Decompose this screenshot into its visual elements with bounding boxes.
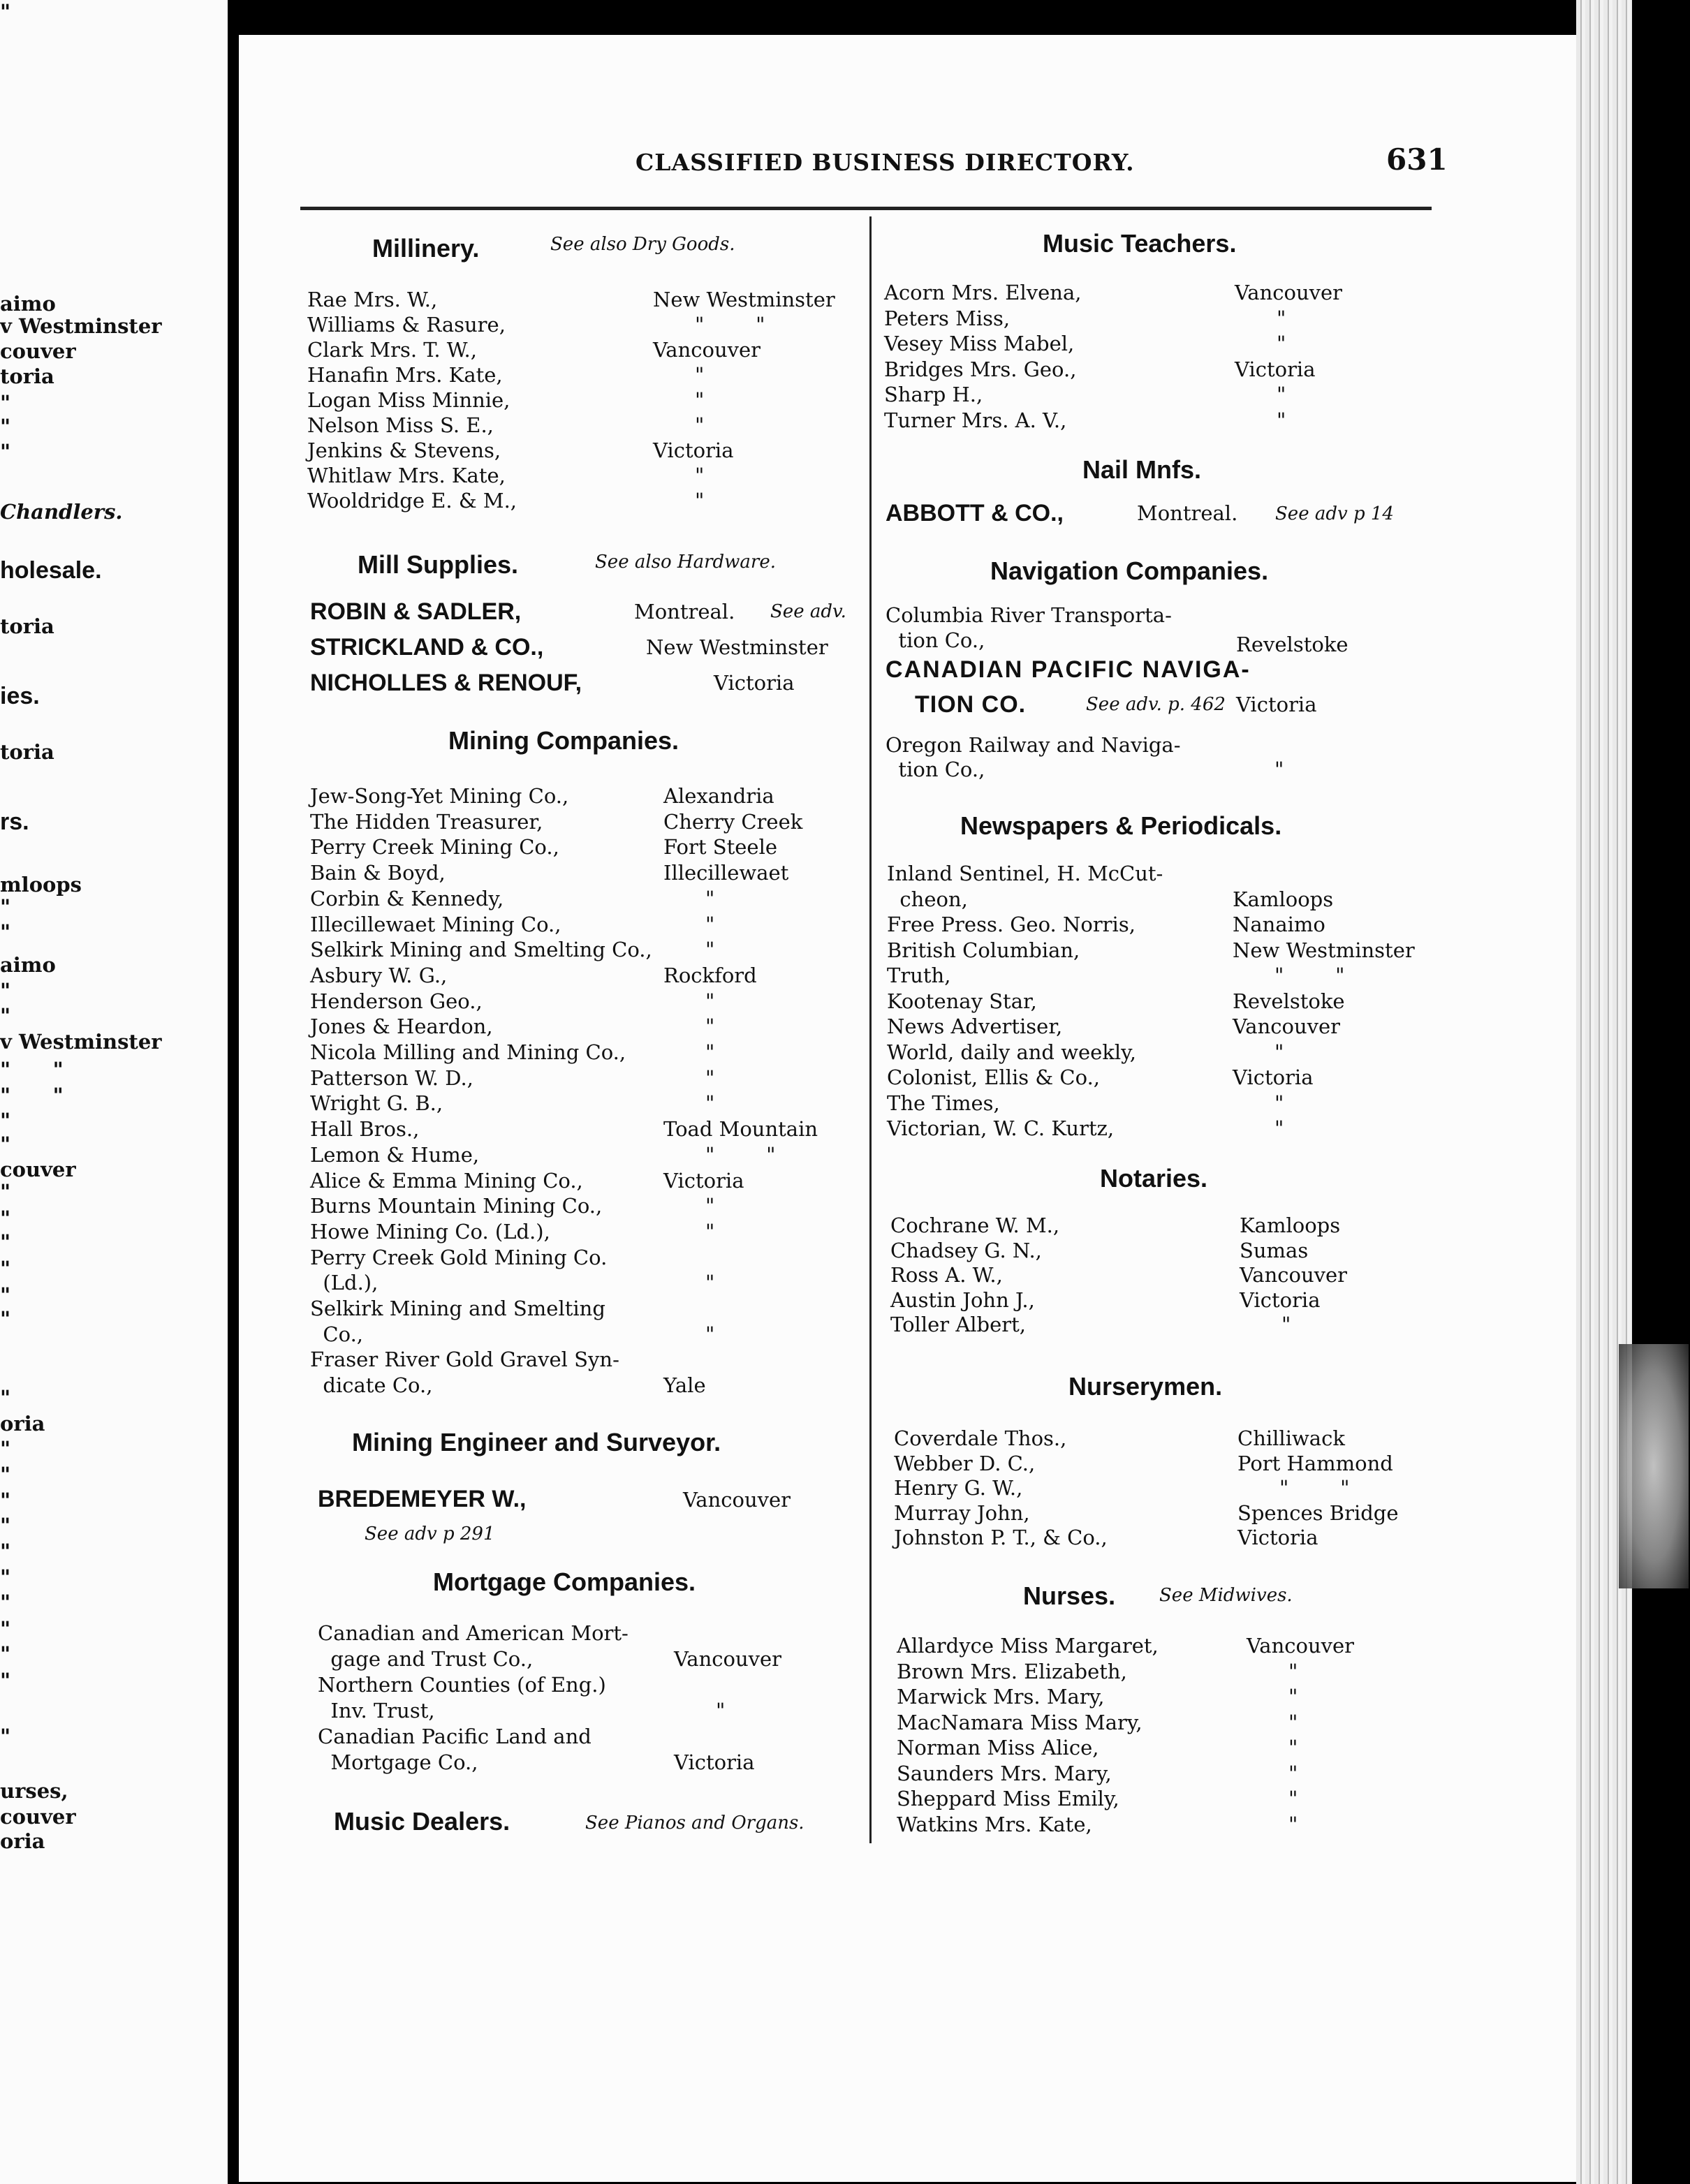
list-item: Howe Mining Co. (Ld.), (310, 1219, 550, 1244)
column-rule (869, 216, 872, 1843)
list-item: World, daily and weekly, (887, 1040, 1136, 1064)
list-item-place: " (705, 1271, 715, 1295)
list-item: Jenkins & Stevens, (307, 438, 501, 462)
list-item-place: " (1288, 1761, 1298, 1785)
list-item: Jones & Heardon, (310, 1014, 493, 1039)
facing-page-text: " " (0, 1084, 64, 1107)
facing-page-text: " (0, 1514, 11, 1537)
facing-page-text: mloops (0, 873, 82, 897)
advertiser-place: Victoria (714, 671, 795, 695)
list-item-place: " (705, 1040, 715, 1064)
list-item-place: " (695, 363, 705, 387)
facing-page-text: " (0, 440, 11, 464)
page-number: 631 (1386, 142, 1448, 177)
list-item: Corbin & Kennedy, (310, 886, 504, 910)
list-item-place: Revelstoke (1236, 633, 1349, 656)
list-item-place: Victoria (1235, 357, 1316, 381)
facing-page-text: " (0, 1437, 11, 1461)
list-item: Henderson Geo., (310, 989, 483, 1013)
list-item-place: Victoria (653, 438, 734, 462)
list-item: Wright G. B., (310, 1091, 443, 1116)
facing-page-text: " (0, 1109, 11, 1132)
facing-page-text: toria (0, 740, 54, 764)
section-heading-nurses: Nurses. (1023, 1581, 1116, 1610)
list-item: Canadian Pacific Land and (318, 1725, 592, 1748)
facing-page-text: urses, (0, 1779, 68, 1803)
list-item: Patterson W. D., (310, 1065, 473, 1090)
facing-page-text: " (0, 391, 11, 415)
list-item-place: " (1274, 1091, 1284, 1115)
list-item: dicate Co., (310, 1373, 433, 1398)
advertiser-place: Montreal. (1137, 501, 1238, 525)
list-item-place: " (705, 912, 715, 936)
facing-page-text: " (0, 1725, 11, 1748)
list-item: Acorn Mrs. Elvena, (884, 281, 1082, 304)
list-item-place: " (1274, 758, 1284, 781)
facing-page-text: " (0, 1642, 11, 1666)
facing-page-text: holesale. (0, 557, 102, 584)
list-item: Burns Mountain Mining Co., (310, 1194, 603, 1218)
book-gutter (228, 0, 239, 2184)
list-item: News Advertiser, (887, 1014, 1063, 1038)
list-item-place: " (1277, 408, 1286, 432)
list-item: Inv. Trust, (318, 1699, 435, 1722)
list-item-place: " (705, 1194, 715, 1218)
list-item-place: " (695, 413, 705, 437)
list-item: Allardyce Miss Margaret, (897, 1634, 1159, 1658)
list-item-place: Victoria (674, 1750, 755, 1774)
list-item: Truth, (887, 964, 951, 987)
section-heading-newspapers: Newspapers & Periodicals. (960, 811, 1282, 840)
list-item-place: Alexandria (663, 784, 774, 808)
list-item-place: " (1277, 306, 1286, 330)
list-item-place: " (1288, 1685, 1298, 1709)
list-item-place: " " (1274, 964, 1345, 987)
list-item: Murray John, (894, 1500, 1030, 1525)
list-item-place: " (705, 989, 715, 1013)
advertiser-place: Vancouver (683, 1488, 791, 1512)
advertiser-place: Montreal. (634, 600, 735, 624)
advertisement-reference: See adv. (770, 601, 846, 622)
list-item-place: Vancouver (1247, 1634, 1355, 1658)
section-heading-music-dealers: Music Dealers. (334, 1807, 510, 1836)
list-item-place: " (695, 388, 705, 412)
list-item-place: " (1277, 332, 1286, 355)
list-item-place: Vancouver (653, 338, 761, 362)
list-item: Co., (310, 1322, 364, 1346)
list-item: British Columbian, (887, 938, 1080, 962)
list-item-place: " (1281, 1313, 1291, 1336)
list-item-place: Victoria (1233, 1065, 1314, 1089)
list-item-place: " " (1279, 1476, 1350, 1500)
list-item: Clark Mrs. T. W., (307, 338, 477, 362)
list-item: Bain & Boyd, (310, 861, 446, 885)
list-item: The Hidden Treasurer, (310, 809, 543, 834)
section-heading-millinery: Millinery. (372, 234, 480, 263)
facing-page-text: toria (0, 614, 54, 638)
list-item-place: " (705, 1065, 715, 1090)
facing-page-text: aimo (0, 292, 56, 316)
list-item-place: Vancouver (1233, 1014, 1341, 1038)
list-item-place: " (705, 1014, 715, 1039)
list-item-place: Sumas (1240, 1238, 1309, 1262)
running-head: CLASSIFIED BUSINESS DIRECTORY. (635, 149, 1135, 176)
advertiser-place: New Westminster (646, 635, 828, 659)
list-item: Perry Creek Mining Co., (310, 835, 559, 859)
list-item: Wooldridge E. & M., (307, 489, 517, 512)
list-item-place: " (705, 1219, 715, 1244)
list-item-place: " " (695, 313, 765, 337)
facing-page-text: " (0, 1207, 11, 1230)
facing-page-text: " (0, 0, 11, 24)
list-item: Asbury W. G., (310, 963, 448, 987)
facing-page-text: " (0, 1489, 11, 1512)
list-item: Kootenay Star, (887, 989, 1037, 1013)
list-item: Webber D. C., (894, 1451, 1036, 1475)
list-item: cheon, (887, 887, 968, 911)
list-item: Inland Sentinel, H. McCut- (887, 862, 1163, 885)
list-item: Brown Mrs. Elizabeth, (897, 1659, 1127, 1683)
facing-page-text: " (0, 1591, 11, 1614)
list-item: Williams & Rasure, (307, 313, 506, 337)
list-item-place: " (705, 938, 715, 962)
list-item: tion Co., (886, 758, 985, 781)
list-item-place: Vancouver (1240, 1263, 1348, 1287)
list-item-place: Kamloops (1233, 887, 1334, 911)
section-heading-nail-mnfs: Nail Mnfs. (1082, 455, 1202, 484)
list-item: Sheppard Miss Emily, (897, 1787, 1119, 1810)
list-item: gage and Trust Co., (318, 1647, 534, 1671)
list-item: Illecillewaet Mining Co., (310, 912, 561, 936)
list-item-place: Chilliwack (1237, 1426, 1345, 1450)
facing-page-text: " (0, 1283, 11, 1307)
facing-page-text: rs. (0, 809, 29, 835)
facing-page-text: " (0, 1132, 11, 1156)
list-item-place: " (1274, 1040, 1284, 1064)
list-item: Nelson Miss S. E., (307, 413, 494, 437)
facing-page-text: " " (0, 1058, 64, 1082)
cross-reference: See also Hardware. (595, 552, 777, 573)
list-item-place: Illecillewaet (663, 861, 789, 885)
list-item-place: Spences Bridge (1237, 1500, 1399, 1525)
list-item: Lemon & Hume, (310, 1142, 480, 1167)
facing-page-text: ies. (0, 683, 40, 709)
list-item-place: " (1274, 1116, 1284, 1140)
facing-page-text: v Westminster (0, 1030, 162, 1054)
list-item-place: " (1288, 1812, 1298, 1836)
list-item-place: Victoria (663, 1168, 744, 1193)
advertisement-reference: See adv p 14 (1275, 503, 1394, 524)
facing-page-text: " (0, 1463, 11, 1486)
list-item: Victorian, W. C. Kurtz, (887, 1116, 1115, 1140)
list-item-place: Vancouver (674, 1647, 782, 1671)
list-item-place: " (705, 1091, 715, 1116)
section-heading-mortgage-companies: Mortgage Companies. (433, 1567, 696, 1596)
list-item: Bridges Mrs. Geo., (884, 357, 1077, 381)
list-item: Columbia River Transporta- (886, 603, 1172, 627)
advertiser-name: BREDEMEYER W., (318, 1486, 527, 1512)
list-item: Logan Miss Minnie, (307, 388, 510, 412)
list-item: Colonist, Ellis & Co., (887, 1065, 1101, 1089)
facing-page-text: " (0, 415, 11, 438)
list-item-place: Kamloops (1240, 1213, 1341, 1237)
advertiser-name: CANADIAN PACIFIC NAVIGA- (886, 656, 1251, 683)
facing-page-text: " (0, 1617, 11, 1641)
facing-page-text: oria (0, 1412, 45, 1436)
list-item-place: " (695, 464, 705, 487)
list-item: Free Press. Geo. Norris, (887, 913, 1136, 936)
list-item: Mortgage Co., (318, 1750, 478, 1774)
list-item-place: Victoria (1237, 1526, 1318, 1549)
facing-page-text: oria (0, 1829, 45, 1853)
list-item-place: New Westminster (1233, 938, 1415, 962)
list-item-place: New Westminster (653, 288, 835, 311)
page-edges (1576, 0, 1632, 2184)
list-item-place: " (695, 489, 705, 512)
facing-page-text: " (0, 1669, 11, 1692)
list-item: Sharp H., (884, 383, 983, 406)
facing-page-text: " (0, 1540, 11, 1563)
facing-page-text: couver (0, 339, 76, 363)
facing-page-text: " (0, 895, 11, 919)
list-item-place: " (716, 1699, 726, 1722)
list-item-place: " (1277, 383, 1286, 406)
cross-reference: See Midwives. (1159, 1585, 1293, 1606)
advertiser-name: NICHOLLES & RENOUF, (310, 670, 582, 696)
facing-page-text: couver (0, 1805, 76, 1829)
cross-reference: See Pianos and Organs. (585, 1813, 804, 1833)
list-item: Rae Mrs. W., (307, 288, 438, 311)
list-item: Norman Miss Alice, (897, 1736, 1099, 1759)
section-heading-navigation: Navigation Companies. (990, 556, 1269, 585)
section-heading-music-teachers: Music Teachers. (1043, 229, 1237, 258)
list-item: Northern Counties (of Eng.) (318, 1673, 606, 1697)
list-item: Austin John J., (890, 1287, 1035, 1312)
section-heading-mill-supplies: Mill Supplies. (358, 550, 519, 579)
list-item: Coverdale Thos., (894, 1426, 1067, 1450)
list-item-place: " (1288, 1787, 1298, 1810)
advertisement-reference: See adv p 291 (365, 1523, 495, 1544)
advertiser-place: Victoria (1236, 693, 1317, 716)
list-item-place: Port Hammond (1237, 1451, 1393, 1475)
section-heading-nurserymen: Nurserymen. (1068, 1372, 1223, 1401)
facing-page-text: " (0, 920, 11, 944)
facing-page-fragment (0, 0, 228, 2184)
facing-page-text: " (0, 1307, 11, 1331)
list-item-place: Toad Mountain (663, 1117, 818, 1142)
list-item: Jew-Song-Yet Mining Co., (310, 784, 569, 808)
list-item: Cochrane W. M., (890, 1213, 1060, 1237)
facing-page-text: " (0, 1565, 11, 1589)
list-item-place: Yale (663, 1373, 706, 1398)
facing-page-text: couver (0, 1158, 76, 1181)
header-rule (300, 207, 1432, 210)
list-item-place: Cherry Creek (663, 809, 803, 834)
section-heading-notaries: Notaries. (1100, 1164, 1208, 1193)
list-item-place: Vancouver (1235, 281, 1343, 304)
list-item-place: " (1288, 1710, 1298, 1734)
facing-page-text: " (0, 1230, 11, 1254)
facing-page-text: " (0, 1180, 11, 1204)
facing-page-text: toria (0, 364, 54, 388)
list-item: Watkins Mrs. Kate, (897, 1812, 1092, 1836)
list-item-place: Rockford (663, 963, 757, 987)
list-item-place: " (1288, 1736, 1298, 1759)
list-item: Whitlaw Mrs. Kate, (307, 464, 506, 487)
list-item: Alice & Emma Mining Co., (310, 1168, 583, 1193)
facing-page-text: " (0, 1004, 11, 1028)
list-item-place: " " (705, 1142, 776, 1167)
list-item-place: Fort Steele (663, 835, 778, 859)
facing-page-text: " (0, 979, 11, 1003)
list-item: MacNamara Miss Mary, (897, 1710, 1142, 1734)
list-item: Vesey Miss Mabel, (884, 332, 1075, 355)
list-item-place: Nanaimo (1233, 913, 1325, 936)
section-heading-mining-engineer: Mining Engineer and Surveyor. (352, 1428, 721, 1456)
list-item: The Times, (887, 1091, 1000, 1115)
list-item: Toller Albert, (890, 1313, 1027, 1336)
list-item: Ross A. W., (890, 1263, 1003, 1287)
list-item-place: " (705, 886, 715, 910)
list-item: Fraser River Gold Gravel Syn- (310, 1348, 619, 1372)
facing-page-text: aimo (0, 953, 56, 977)
list-item: Chadsey G. N., (890, 1238, 1042, 1262)
facing-page-text: Chandlers. (0, 500, 123, 524)
list-item: Oregon Railway and Naviga- (886, 733, 1181, 757)
list-item-place: Victoria (1240, 1287, 1321, 1312)
advertiser-name: TION CO. (915, 691, 1027, 718)
list-item: Turner Mrs. A. V., (884, 408, 1067, 432)
list-item: Henry G. W., (894, 1476, 1023, 1500)
facing-page-text: v Westminster (0, 314, 162, 338)
advertiser-name: ROBIN & SADLER, (310, 598, 522, 625)
list-item: Saunders Mrs. Mary, (897, 1761, 1112, 1785)
list-item-place: Revelstoke (1233, 989, 1345, 1013)
list-item: Selkirk Mining and Smelting (310, 1297, 605, 1320)
list-item: Hall Bros., (310, 1117, 420, 1142)
section-heading-mining-companies: Mining Companies. (448, 726, 679, 755)
cross-reference: See also Dry Goods. (550, 234, 735, 255)
list-item: Marwick Mrs. Mary, (897, 1685, 1105, 1709)
advertisement-reference: See adv. p. 462 (1086, 694, 1226, 715)
advertiser-name: ABBOTT & CO., (886, 500, 1064, 526)
paper-stain (1619, 1344, 1689, 1588)
list-item: Perry Creek Gold Mining Co. (310, 1245, 608, 1269)
list-item: Canadian and American Mort- (318, 1621, 629, 1645)
advertiser-name: STRICKLAND & CO., (310, 634, 544, 661)
list-item-place: " (1288, 1659, 1298, 1683)
facing-page-text: " (0, 1257, 11, 1281)
list-item: Selkirk Mining and Smelting Co., (310, 938, 652, 962)
facing-page-text: " (0, 1386, 11, 1410)
list-item: Johnston P. T., & Co., (894, 1526, 1108, 1549)
list-item-place: " (705, 1322, 715, 1346)
list-item: Nicola Milling and Mining Co., (310, 1040, 626, 1064)
list-item: (Ld.), (310, 1271, 379, 1295)
list-item: Peters Miss, (884, 306, 1011, 330)
list-item: tion Co., (886, 628, 985, 652)
list-item: Hanafin Mrs. Kate, (307, 363, 503, 387)
